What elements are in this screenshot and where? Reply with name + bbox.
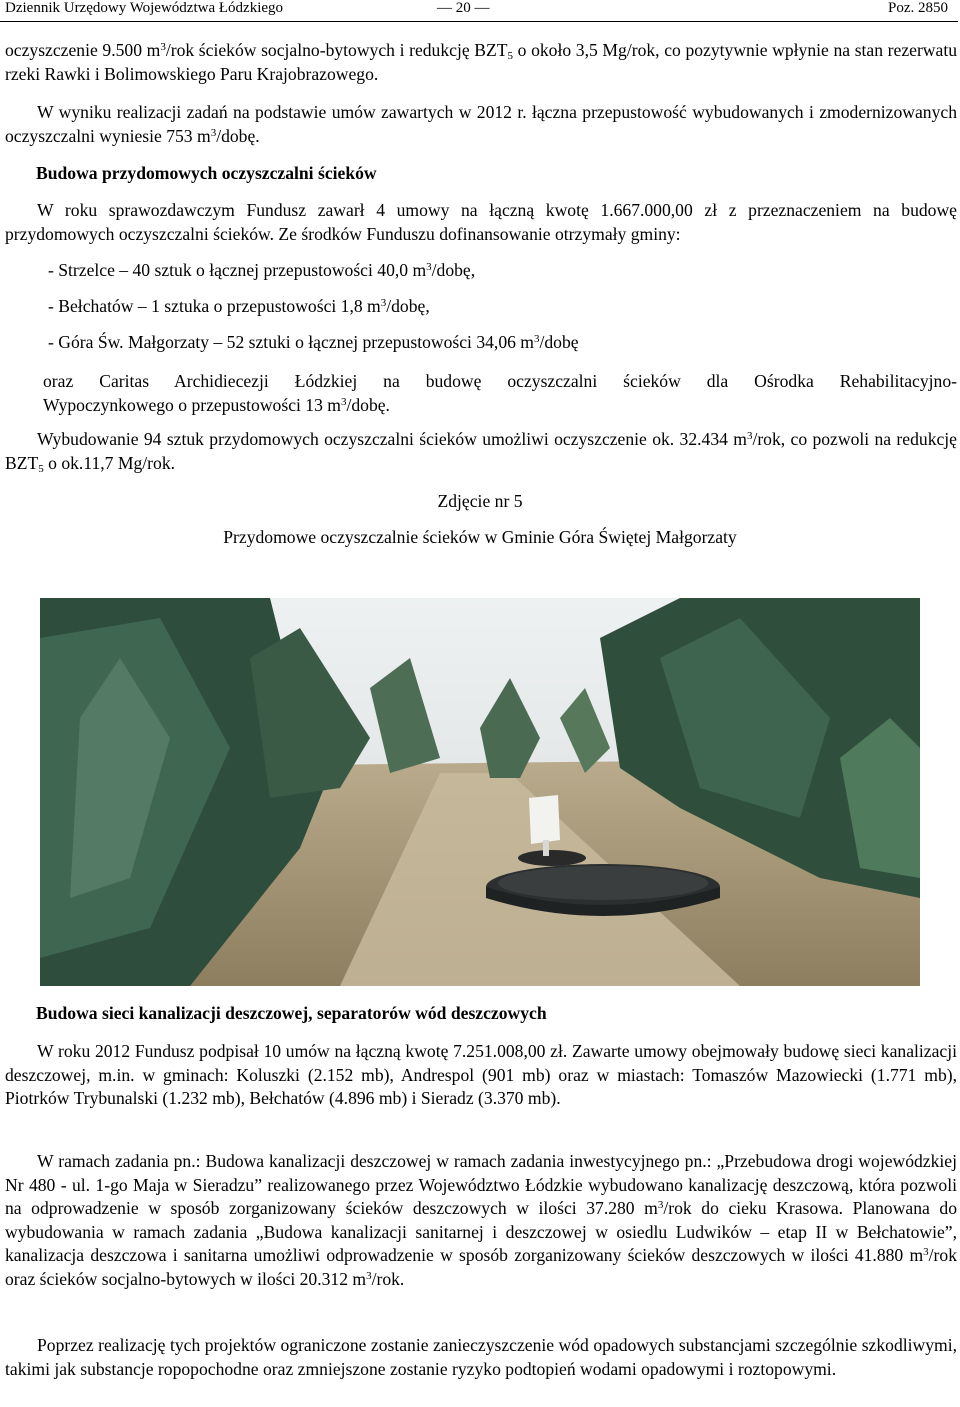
paragraph-3: W roku sprawozdawczym Fundusz zawarł 4 umowy na łączną kwotę 1.667.000,00 zł z przeznaczeniem na budowę przydomowych oczyszczalni ścieków. Ze środków Funduszu dofinansowanie otrzymały gminy: (5, 200, 957, 244)
list-item: - Strzelce – 40 sztuk o łącznej przepustowości 40,0 $m^3$/dobę, (48, 260, 476, 280)
section-heading-2: Budowa sieci kanalizacji deszczowej, separatorów wód deszczowych (36, 1003, 547, 1023)
paragraph-2: W wyniku realizacji zadań na podstawie umów zawartych w 2012 r. łączna przepustowość wybudowanych i zmodernizowanych oczyszczalni wyniesie 753 $m^3$/dobę. (5, 102, 957, 146)
page-header (0, 0, 960, 22)
section-heading-1: Budowa przydomowych oczyszczalni ścieków (36, 163, 377, 183)
list-item: - Góra Św. Małgorzaty – 52 sztuki o łącznej przepustowości 34,06 $m^3$/dobę (48, 332, 579, 352)
paragraph-5: Wybudowanie 94 sztuk przydomowych oczyszczalni ścieków umożliwi oczyszczenie ok. 32.434 $m^3$/rok, co pozwoli na redukcję $BZT_5$ o ok.11,7 Mg/rok. (5, 429, 957, 475)
photo-caption: Przydomowe oczyszczalnie ścieków w Gminie Góra Świętej Małgorzaty (223, 527, 737, 547)
page-number: — 20 — (437, 0, 490, 16)
paragraph-8: Poprzez realizację tych projektów ograniczone zostanie zanieczyszczenie wód opadowych substancjami szczególnie szkodliwymi, takimi jak substancje ropopochodne oraz zmniejszone zostanie ryzyko podtopień wodami opadowymi i roztopowymi. (5, 1335, 957, 1379)
paragraph-1: oczyszczenie 9.500 $m^3$/rok ścieków socjalno-bytowych i redukcję $BZT_5$ o około 3,5 Mg/rok, co pozytywnie wpłynie na stan rezerwatu rzeki Rawki i Bolimowskiego Paru Krajobrazowego. (5, 40, 958, 84)
photo-septic-tank (40, 598, 920, 986)
header-rule (0, 21, 958, 22)
photo-number: Zdjęcie nr 5 (437, 491, 523, 511)
paragraph-6: W roku 2012 Fundusz podpisał 10 umów na łączną kwotę 7.251.008,00 zł. Zawarte umowy obejmowały budowę sieci kanalizacji deszczowej, m.in. w gminach: Koluszki (2.152 mb), Andrespol (901 mb) oraz w miastach: Tomaszów Mazowiecki (1.771 mb), Piotrków Trybunalski (1.232 mb), Bełchatów (4.896 mb) i Sieradz (3.370 mb). (5, 1041, 957, 1109)
position-number: Poz. 2850 (888, 0, 948, 16)
paragraph-7: W ramach zadania pn.: Budowa kanalizacji deszczowej w ramach zadania inwestycyjnego pn.: „Przebudowa drogi wojewódzkiej Nr 480 - ul. 1-go Maja w Sieradzu” realizowanego przez Województwo Łódzkie wybudowano kanalizację deszczową, która pozwoli na odprowadzenie w sposób zorganizowany ścieków deszczowych w ilości 37.280 $m^3$/rok do cieku Krasowa. Planowana do wybudowania w ramach zadania „Budowa kanalizacji sanitarnej i deszczowej w osiedlu Ludwików – etap II w Bełchatowie”, kanalizacja deszczowa i sanitarna umożliwi odprowadzenie w sposób zorganizowany ścieków deszczowych w ilości 41.880 $m^3$/rok oraz ścieków socjalno-bytowych w ilości 20.312 $m^3$/rok. (5, 1151, 957, 1289)
list-item: - Bełchatów – 1 sztuka o przepustowości 1,8 $m^3$/dobę, (48, 296, 430, 316)
paragraph-4: oraz Caritas Archidiecezji Łódzkiej na budowę oczyszczalni ścieków dla Ośrodka Rehabilitacyjno- Wypoczynkowego o przepustowości 13 $m^3$/dobę. (43, 371, 957, 415)
journal-title: Dziennik Urzędowy Województwa Łódzkiego (5, 0, 284, 16)
